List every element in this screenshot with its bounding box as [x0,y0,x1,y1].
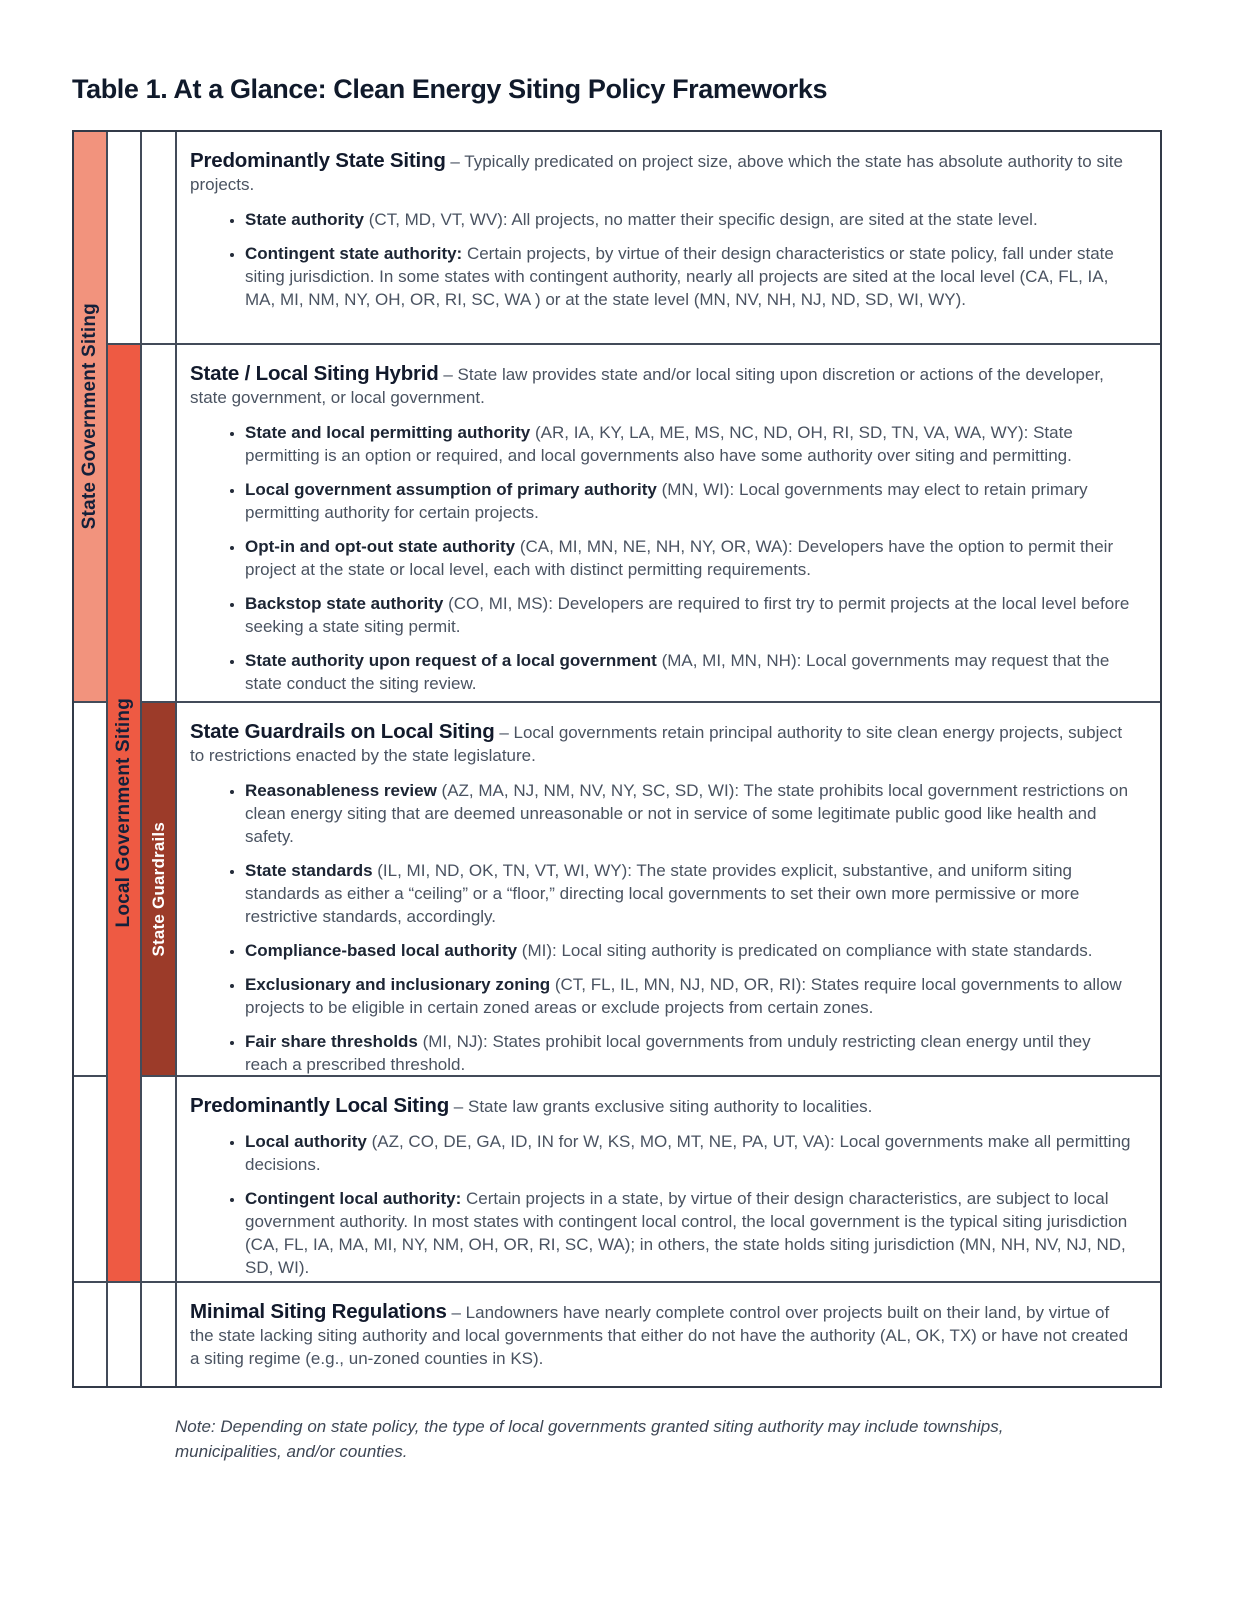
section-title: State / Local Siting Hybrid [190,362,439,385]
bullet-list [190,421,1134,695]
bullet-text: Certain projects in a state, by virtue of their design characteristics, are subject to local government authority. In most states with contingent local control, the local government is the typical siting jurisdiction (CA, FL, IA, MA, MI, NY, NM, OH, OR, RI, SC, WA); in others, the state holds siting jurisdiction (MN, NH, NV, NJ, ND, SD, WI). [245,1189,1128,1277]
bullet-text: (IL, MI, ND, OK, TN, VT, WI, WY): The state provides explicit, substantive, and uniform siting standards as either a “ceiling” or a “floor,” directing local governments to set their own more permissive or more restrictive standards, accordingly. [245,861,1080,926]
bullet-text: (MA, MI, MN, NH): Local governments may request that the state conduct the siting review. [245,651,1110,693]
bullet-item [245,1187,1134,1279]
bullet-lead: State standards [245,861,373,880]
bullet-lead: State and local permitting authority [245,423,531,442]
rail-label-state-guardrails: State Guardrails [148,821,168,957]
rail-empty-cell [74,1283,106,1386]
bullet-text: (CA, MI, MN, NE, NH, NY, OR, WA): Developers have the option to permit their project at the state or local level, each with distinct permitting requirements. [245,537,1114,579]
bullet-lead: Local authority [245,1132,367,1151]
bullet-lead: State authority upon request of a local government [245,651,657,670]
bullet-text: (CO, MI, MS): Developers are required to first try to permit projects at the local level before seeking a state siting permit. [245,594,1130,636]
section-intro: – State law provides state and/or local siting upon discretion or actions of the developer, state government, or local government. [190,365,1104,407]
bullet-lead: Compliance-based local authority [245,941,518,960]
bullet-item [245,421,1134,467]
page-title: Table 1. At a Glance: Clean Energy Siting Policy Frameworks [72,74,828,104]
bullet-item [245,859,1134,928]
section-predominantly-local-siting [177,1077,1160,1281]
bullet-item [245,939,1134,962]
bullet-item [245,1030,1134,1076]
bullet-lead: Contingent state authority: [245,244,463,263]
rail-empty-cell [142,1283,175,1386]
footnote: Note: Depending on state policy, the type of local governments granted siting authority may include townships, municipalities, and/or counties. [175,1417,1004,1461]
bullet-list [190,1130,1134,1279]
section-intro: – Local governments retain principal authority to site clean energy projects, subject to restrictions enacted by the state legislature. [190,723,1123,765]
bullet-item [245,779,1134,848]
bullet-lead: State authority [245,210,365,229]
section-intro: – Typically predicated on project size, above which the state has absolute authority to site projects. [190,152,1123,194]
section-heading [190,720,1134,767]
bullet-list [190,208,1134,311]
bullet-lead: Exclusionary and inclusionary zoning [245,975,551,994]
section-heading [190,362,1134,409]
bullet-item [245,592,1134,638]
bullet-item [245,242,1134,311]
rail-empty-cell [74,703,106,1075]
bullet-lead: Contingent local authority: [245,1189,462,1208]
bullet-item [245,973,1134,1019]
section-title: Predominantly Local Siting [190,1094,450,1117]
bullet-text: (MI, NJ): States prohibit local governments from unduly restricting clean energy until they reach a prescribed threshold. [245,1032,1091,1074]
section-heading [190,1094,1134,1118]
rail-label-local-government-siting: Local Government Siting [113,698,134,928]
bullet-lead: Backstop state authority [245,594,444,613]
bullet-lead: Opt-in and opt-out state authority [245,537,516,556]
section-intro: – State law grants exclusive siting authority to localities. [453,1097,873,1116]
rail-local-government-siting [108,345,140,1281]
bullet-text: (CT, MD, VT, WV): All projects, no matter their specific design, are sited at the state level. [364,210,1038,229]
section-title: Predominantly State Siting [190,149,446,172]
section-predominantly-state-siting [177,132,1160,343]
rail-state-guardrails [142,703,175,1075]
bullet-list [190,779,1134,1076]
rail-empty-cell [74,1077,106,1281]
rail-label-state-government-siting: State Government Siting [79,303,100,530]
rail-empty-cell [108,132,140,343]
section-heading [190,1300,1134,1370]
rail-empty-cell [142,1077,175,1281]
bullet-text: (AZ, MA, NJ, NM, NV, NY, SC, SD, WI): The state prohibits local government restrictions on clean energy siting that are deemed unreasonable or not in service of some legitimate public good like health and safety. [245,781,1129,846]
bullet-lead: Reasonableness review [245,781,437,800]
bullet-item [245,208,1134,231]
section-heading [190,149,1134,196]
section-state-guardrails-on-local-siting [177,703,1160,1075]
bullet-text: (CT, FL, IL, MN, NJ, ND, OR, RI): States require local governments to allow projects to be eligible in certain zoned areas or exclude projects from certain zones. [245,975,1122,1017]
bullet-item [245,1130,1134,1176]
rail-state-government-siting [74,132,106,701]
bullet-item [245,535,1134,581]
siting-policy-table [72,130,1162,1388]
rail-empty-cell [142,345,175,701]
rail-empty-cell [108,1283,140,1386]
section-title: Minimal Siting Regulations [190,1300,447,1323]
bullet-text: (MN, WI): Local governments may elect to retain primary permitting authority for certain projects. [245,480,1088,522]
section-intro: – Landowners have nearly complete control over projects built on their land, by virtue of the state lacking siting authority and local governments that either do not have the authority (AL, OK, TX) or have not created a siting regime (e.g., un-zoned counties in KS). [190,1303,1129,1368]
bullet-text: Certain projects, by virtue of their design characteristics or state policy, fall under state siting jurisdiction. In some states with contingent authority, nearly all projects are sited at the local level (CA, FL, IA, MA, MI, NM, NY, OH, OR, RI, SC, WA ) or at the state level (MN, NV, NH, NJ, ND, SD, WI, WY). [245,244,1114,309]
bullet-text: (AZ, CO, DE, GA, ID, IN for W, KS, MO, MT, NE, PA, UT, VA): Local governments make all permitting decisions. [245,1132,1131,1174]
section-title: State Guardrails on Local Siting [190,720,495,743]
rail-empty-cell [142,132,175,343]
bullet-lead: Fair share thresholds [245,1032,418,1051]
bullet-text: (AR, IA, KY, LA, ME, MS, NC, ND, OH, RI, SD, TN, VA, WA, WY): State permitting is an option or required, and local governments also have some authority over siting and permitting. [245,423,1073,465]
bullet-text: (MI): Local siting authority is predicated on compliance with state standards. [517,941,1093,960]
section-minimal-siting-regulations [177,1283,1160,1386]
bullet-item [245,478,1134,524]
bullet-item [245,649,1134,695]
bullet-lead: Local government assumption of primary authority [245,480,657,499]
section-state-local-siting-hybrid [177,345,1160,701]
